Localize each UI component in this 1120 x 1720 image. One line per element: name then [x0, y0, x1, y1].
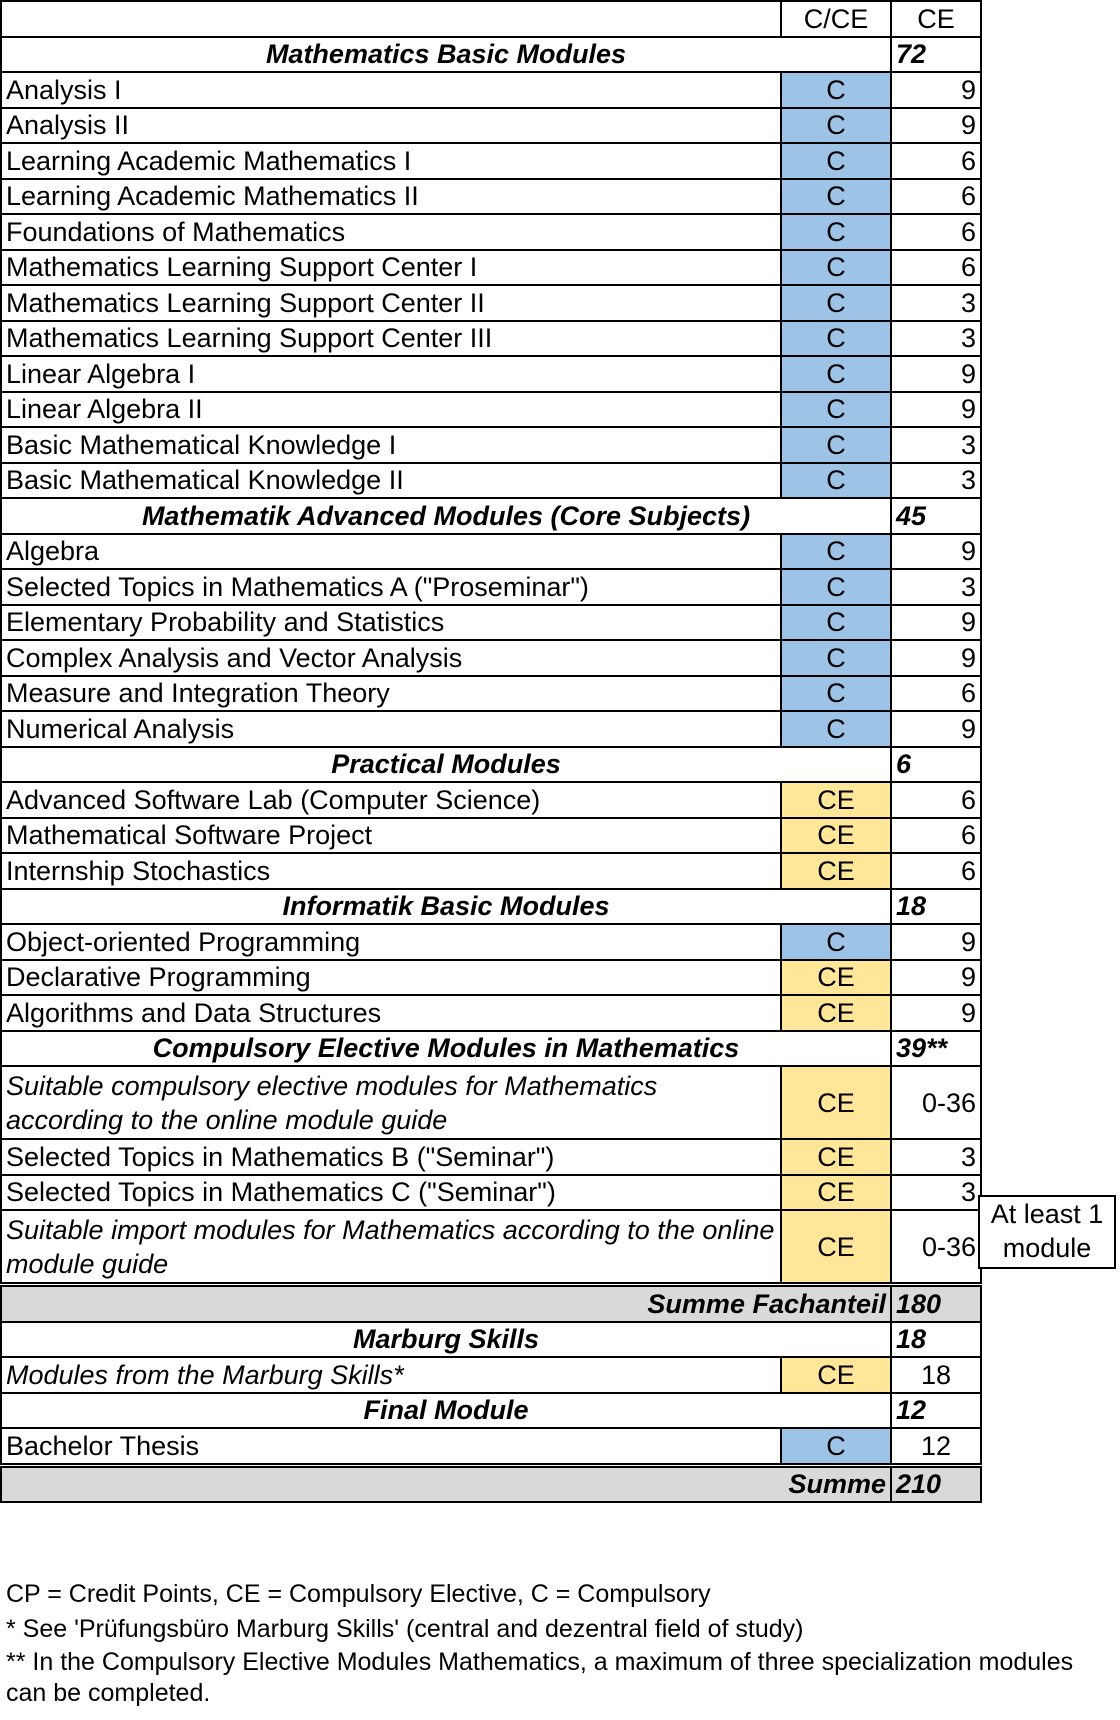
module-credits: 6: [891, 214, 981, 250]
module-type-badge: C: [781, 285, 891, 321]
module-row: [1, 108, 981, 144]
module-credits: 3: [891, 321, 981, 357]
module-type-badge: C: [781, 427, 891, 463]
module-name: Suitable compulsory elective modules for Mathematics according to the online module guide: [1, 1066, 781, 1139]
side-note-at-least-one-module: At least 1 module: [978, 1195, 1116, 1269]
section-cp-total: 18: [891, 889, 981, 925]
module-type-badge: CE: [781, 995, 891, 1031]
module-type-badge: C: [781, 392, 891, 428]
module-credits: 6: [891, 853, 981, 889]
module-credits: 12: [891, 1428, 981, 1465]
module-row: [1, 818, 981, 854]
module-name: Selected Topics in Mathematics A ("Proseminar"): [1, 569, 781, 605]
module-name: Modules from the Marburg Skills*: [1, 1357, 781, 1393]
module-name: Numerical Analysis: [1, 711, 781, 747]
section-header-informatik: [1, 889, 981, 925]
module-row: [1, 463, 981, 499]
module-name: Bachelor Thesis: [1, 1428, 781, 1465]
header-cp-cell: CE: [891, 1, 981, 37]
module-row: [1, 72, 981, 108]
footnote-legend: CP = Credit Points, CE = Compulsory Elective, C = Compulsory: [6, 1580, 711, 1608]
module-row: [1, 605, 981, 641]
section-cp-total: 39**: [891, 1031, 981, 1067]
module-credits: 9: [891, 108, 981, 144]
module-credits: 6: [891, 179, 981, 215]
module-row: [1, 676, 981, 712]
module-credits: 9: [891, 995, 981, 1031]
module-type-badge: CE: [781, 853, 891, 889]
module-credits: 9: [891, 605, 981, 641]
module-type-badge: C: [781, 250, 891, 286]
module-type-badge: CE: [781, 1139, 891, 1175]
subtotal-label: Summe Fachanteil: [1, 1285, 891, 1322]
module-credits: 3: [891, 427, 981, 463]
module-name: Complex Analysis and Vector Analysis: [1, 640, 781, 676]
module-name: Foundations of Mathematics: [1, 214, 781, 250]
module-row: [1, 285, 981, 321]
module-type-badge: C: [781, 356, 891, 392]
section-cp-total: 45: [891, 498, 981, 534]
header-code-cell: C/CE: [781, 1, 891, 37]
section-title: Compulsory Elective Modules in Mathematics: [1, 1031, 891, 1067]
module-row: [1, 1357, 981, 1393]
module-row: [1, 534, 981, 570]
module-type-badge: C: [781, 214, 891, 250]
module-type-badge: CE: [781, 960, 891, 996]
header-blank-cell: [1, 1, 781, 37]
module-credits: 3: [891, 463, 981, 499]
module-name: Measure and Integration Theory: [1, 676, 781, 712]
module-type-badge: C: [781, 676, 891, 712]
module-credits: 6: [891, 676, 981, 712]
module-name: Mathematics Learning Support Center III: [1, 321, 781, 357]
section-title: Mathematics Basic Modules: [1, 37, 891, 73]
module-type-badge: C: [781, 108, 891, 144]
module-credits: 9: [891, 711, 981, 747]
module-credits: 6: [891, 250, 981, 286]
module-row: [1, 640, 981, 676]
module-credits: 18: [891, 1357, 981, 1393]
module-row: [1, 427, 981, 463]
footnote-marburg-skills: * See 'Prüfungsbüro Marburg Skills' (central and dezentral field of study): [6, 1615, 804, 1643]
module-credits: 9: [891, 640, 981, 676]
module-credits: 9: [891, 924, 981, 960]
module-row: [1, 1175, 981, 1211]
module-type-badge: C: [781, 143, 891, 179]
module-row: [1, 1210, 981, 1285]
module-credits: 3: [891, 569, 981, 605]
module-name: Linear Algebra II: [1, 392, 781, 428]
module-row: [1, 569, 981, 605]
module-credits: 6: [891, 143, 981, 179]
module-credits: 9: [891, 356, 981, 392]
module-type-badge: CE: [781, 1357, 891, 1393]
module-credits: 3: [891, 1139, 981, 1175]
module-row: [1, 924, 981, 960]
module-type-badge: CE: [781, 782, 891, 818]
module-credits: 6: [891, 818, 981, 854]
module-row: [1, 356, 981, 392]
section-header-math_advanced: [1, 498, 981, 534]
module-name: Linear Algebra I: [1, 356, 781, 392]
module-name: Suitable import modules for Mathematics according to the online module guide: [1, 1210, 781, 1285]
module-name: Algorithms and Data Structures: [1, 995, 781, 1031]
module-name: Basic Mathematical Knowledge I: [1, 427, 781, 463]
module-type-badge: C: [781, 605, 891, 641]
section-header-elective: [1, 1031, 981, 1067]
module-type-badge: C: [781, 1428, 891, 1465]
module-name: Advanced Software Lab (Computer Science): [1, 782, 781, 818]
module-row: [1, 1066, 981, 1139]
module-row: [1, 214, 981, 250]
total-label: Summe: [1, 1465, 891, 1502]
module-name: Selected Topics in Mathematics B ("Seminar"): [1, 1139, 781, 1175]
module-row: [1, 1428, 981, 1465]
module-name: Learning Academic Mathematics II: [1, 179, 781, 215]
module-name: Mathematical Software Project: [1, 818, 781, 854]
module-row: [1, 711, 981, 747]
module-type-badge: CE: [781, 1066, 891, 1139]
section-title: Practical Modules: [1, 747, 891, 783]
section-title: Marburg Skills: [1, 1322, 891, 1358]
module-name: Learning Academic Mathematics I: [1, 143, 781, 179]
total-value: 210: [891, 1465, 981, 1502]
module-type-badge: C: [781, 924, 891, 960]
module-type-badge: C: [781, 72, 891, 108]
module-name: Declarative Programming: [1, 960, 781, 996]
section-header-practical: [1, 747, 981, 783]
module-credits: 3: [891, 1175, 981, 1211]
section-cp-total: 72: [891, 37, 981, 73]
module-name: Algebra: [1, 534, 781, 570]
module-credits: 0-36: [891, 1066, 981, 1139]
module-credits: 0-36: [891, 1210, 981, 1285]
module-name: Internship Stochastics: [1, 853, 781, 889]
module-name: Selected Topics in Mathematics C ("Seminar"): [1, 1175, 781, 1211]
module-row: [1, 250, 981, 286]
module-name: Analysis II: [1, 108, 781, 144]
module-credits: 9: [891, 392, 981, 428]
module-row: [1, 321, 981, 357]
total-row: [1, 1465, 981, 1502]
module-name: Elementary Probability and Statistics: [1, 605, 781, 641]
module-type-badge: CE: [781, 1210, 891, 1285]
module-row: [1, 995, 981, 1031]
module-credits: 3: [891, 285, 981, 321]
section-header-skills: [1, 1322, 981, 1358]
footnotes: [6, 1577, 1106, 1709]
module-row: [1, 143, 981, 179]
section-title: Informatik Basic Modules: [1, 889, 891, 925]
module-row: [1, 960, 981, 996]
module-type-badge: CE: [781, 1175, 891, 1211]
module-type-badge: CE: [781, 818, 891, 854]
module-row: [1, 782, 981, 818]
footnote-elective-limit: ** In the Compulsory Elective Modules Mathematics, a maximum of three specialization modules can be completed.: [6, 1648, 1074, 1707]
module-type-badge: C: [781, 640, 891, 676]
section-header-final: [1, 1393, 981, 1429]
module-type-badge: C: [781, 463, 891, 499]
section-title: Final Module: [1, 1393, 891, 1429]
module-row: [1, 179, 981, 215]
module-row: [1, 853, 981, 889]
section-title: Mathematik Advanced Modules (Core Subjects): [1, 498, 891, 534]
module-type-badge: C: [781, 711, 891, 747]
module-credits: 9: [891, 72, 981, 108]
subtotal-row: [1, 1285, 981, 1322]
module-credits: 6: [891, 782, 981, 818]
header-row: [1, 1, 981, 37]
subtotal-value: 180: [891, 1285, 981, 1322]
module-type-badge: C: [781, 569, 891, 605]
module-name: Basic Mathematical Knowledge II: [1, 463, 781, 499]
module-name: Analysis I: [1, 72, 781, 108]
module-row: [1, 392, 981, 428]
module-name: Mathematics Learning Support Center II: [1, 285, 781, 321]
module-row: [1, 1139, 981, 1175]
module-name: Mathematics Learning Support Center I: [1, 250, 781, 286]
module-type-badge: C: [781, 534, 891, 570]
section-header-math_basic: [1, 37, 981, 73]
section-cp-total: 12: [891, 1393, 981, 1429]
module-name: Object-oriented Programming: [1, 924, 781, 960]
module-credits: 9: [891, 534, 981, 570]
section-cp-total: 18: [891, 1322, 981, 1358]
module-credits: 9: [891, 960, 981, 996]
module-type-badge: C: [781, 179, 891, 215]
module-type-badge: C: [781, 321, 891, 357]
section-cp-total: 6: [891, 747, 981, 783]
